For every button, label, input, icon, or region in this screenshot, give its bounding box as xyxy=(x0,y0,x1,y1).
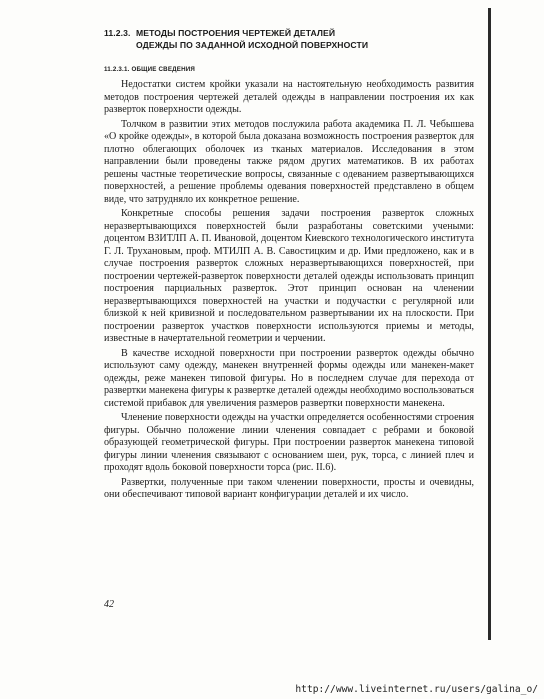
subsection-heading: 11.2.3.1. ОБЩИЕ СВЕДЕНИЯ xyxy=(104,66,196,73)
paragraph: Толчком в развитии этих методов послужила работа академика П. Л. Чебышева «О кройке одежды», в которой была доказана возможность построения разверток для плотно облегающих оболочек из тканых материалов. Исследования в этом направлении были проведены также рядом других математиков. В их работах решены частные теоретические вопросы, связанные с одеванием развертывающихся поверхностей, а решение проблемы одевания поверхностей представлено в общем виде, что затрудняло их конкретное решение. xyxy=(104,118,474,205)
section-heading xyxy=(104,27,474,51)
paragraph: Развертки, полученные при таком членении поверхности, просты и очевидны, они обеспечивают типовой вариант конфигурации деталей и их число. xyxy=(104,476,474,500)
paragraph: Членение поверхности одежды на участки определяется особенностями строения фигуры. Обычно положение линии членения совпадает с ребрами и боковой образующей геометрической фигуры. При построении разверток манекена типовой фигуры линии членения связывают с основанием шеи, рук, торса, с линией плеч и проходят вдоль боковой поверхности торса (рис. II.6). xyxy=(104,412,474,473)
page-spine-shadow xyxy=(488,8,491,640)
section-title-line-1: МЕТОДЫ ПОСТРОЕНИЯ ЧЕРТЕЖЕЙ ДЕТАЛЕЙ xyxy=(136,28,336,38)
paragraph: В качестве исходной поверхности при построении разверток одежды обычно используют саму одежду, манекен внутренней формы одежды или манекен-макет одежды, реже манекен типовой фигуры. Но в последнем случае для перехода от развертки манекена фигуры к развертке деталей одежды необходимо воспользоваться системой прибавок для увеличения размеров развертки поверхности манекена. xyxy=(104,347,474,409)
page-number: 42 xyxy=(104,599,114,610)
page-content xyxy=(104,27,474,504)
paragraph: Конкретные способы решения задачи построения разверток сложных неразвертывающихся поверхностей были разработаны советскими учеными: доцентом ВЗИТЛП А. П. Ивановой, доцентом Киевского технологического института Г. Л. Трухановым, проф. МТИЛП А. В. Савостицким и др. Ими предложено, как и в случае построения разверток сложных неразвертывающихся поверхностей, при построении чертежей-разверток поверхности деталей одежды использовать принцип построения парциальных разверток. Этот принцип основан на членении неразвертывающихся поверхностей на участки и подучастки с регулярной или близкой к ней кривизной и последовательном развертывании их на плоскости. При построении разверток участков поверхности используются приемы и методы, известные в начертательной геометрии и черчении. xyxy=(104,208,474,344)
source-watermark: http://www.liveinternet.ru/users/galina_o/ xyxy=(295,684,538,695)
section-number: 11.2.3. xyxy=(104,28,131,38)
section-title-line-2: ОДЕЖДЫ ПО ЗАДАННОЙ ИСХОДНОЙ ПОВЕРХНОСТИ xyxy=(136,40,369,50)
paragraph: Недостатки систем кройки указали на настоятельную необходимость развития методов построения чертежей деталей одежды в направлении построения их как разверток поверхности одежды. xyxy=(104,79,474,115)
